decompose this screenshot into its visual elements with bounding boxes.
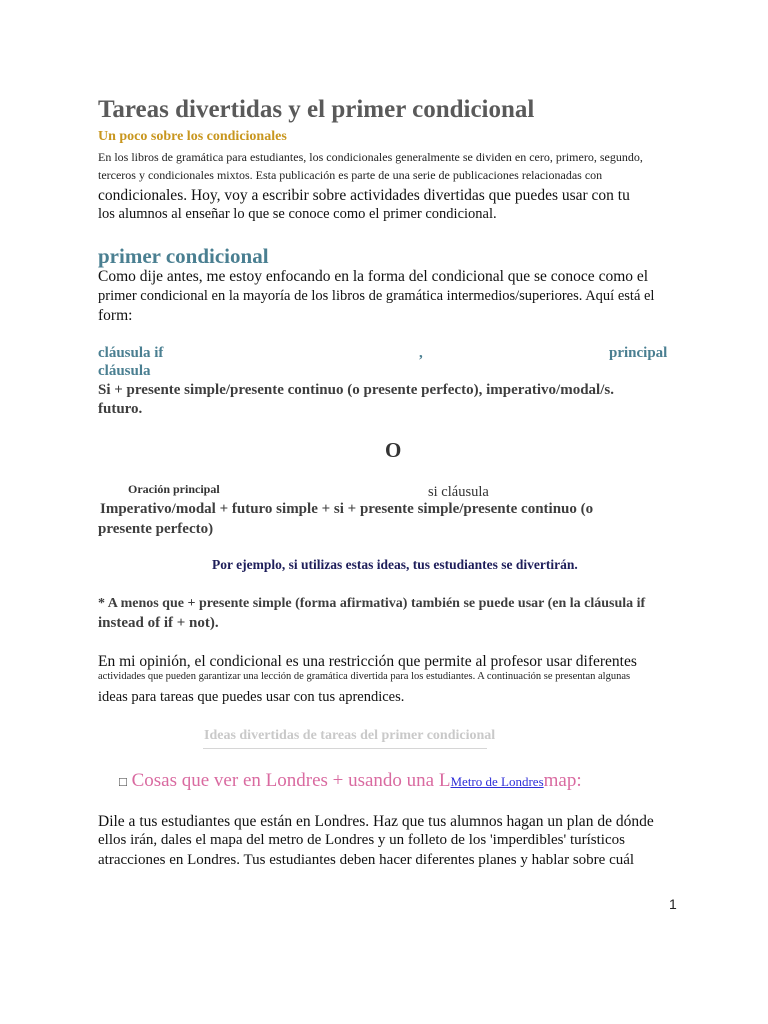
intro-line-4: los alumnos al enseñar lo que se conoce como el primer condicional.: [98, 206, 497, 222]
or-label: O: [385, 438, 402, 462]
page-title: Tareas divertidas y el primer condicional: [98, 96, 535, 123]
si-clause-label: si cláusula: [428, 484, 489, 500]
section-line-1: Como dije antes, me estoy enfocando en la forma del condicional que se conoce como el: [98, 268, 649, 285]
page-number: 1: [669, 896, 677, 912]
unless-line-2: instead of if + not).: [98, 615, 219, 631]
checkbox-bullet-icon: □: [119, 774, 127, 789]
bullet-text: Cosas que ver en Londres + usando una L: [126, 770, 451, 791]
comma-label: ,: [419, 345, 423, 361]
formula-1-line-1: Si + presente simple/presente continuo (o presente perfecto), imperativo/modal/s.: [98, 382, 614, 398]
formula-2-line-2: presente perfecto): [98, 521, 214, 537]
formula-1-line-2: futuro.: [98, 401, 143, 417]
formula-2-line-1: Imperativo/modal + futuro simple + si + presente simple/presente continuo (o: [100, 501, 594, 517]
intro-line-2: terceros y condicionales mixtos. Esta publicación es parte de una serie de publicaciones relacionadas con: [98, 168, 603, 182]
task-line-3: atracciones en Londres. Tus estudiantes deben hacer diferentes planes y hablar sobre cuál: [98, 852, 635, 868]
clause-label: cláusula: [98, 363, 151, 379]
ideas-heading-underline: [203, 748, 487, 749]
opinion-line-1: En mi opinión, el condicional es una restricción que permite al profesor usar diferentes: [98, 653, 637, 670]
section-line-3: form:: [98, 307, 133, 324]
section-line-2: primer condicional en la mayoría de los libros de gramática intermedios/superiores. Aquí está el: [98, 288, 655, 304]
unless-line-1: * A menos que + presente simple (forma afirmativa) también se puede usar (en la cláusula if: [98, 596, 646, 611]
bullet-item: [119, 770, 582, 792]
opinion-line-2: actividades que pueden garantizar una lección de gramática divertida para los estudiantes. A continuación se presentan algunas: [98, 671, 631, 682]
intro-line-3: condicionales. Hoy, voy a escribir sobre actividades divertidas que puedes usar con tu: [98, 187, 630, 204]
example-sentence: Por ejemplo, si utilizas estas ideas, tus estudiantes se divertirán.: [212, 557, 578, 572]
section-heading: primer condicional: [98, 244, 269, 268]
opinion-line-3: ideas para tareas que puedes usar con tus aprendices.: [98, 689, 405, 705]
london-metro-link[interactable]: Metro de Londres: [450, 774, 544, 789]
task-line-1: Dile a tus estudiantes que están en Londres. Haz que tus alumnos hagan un plan de dónde: [98, 813, 654, 830]
task-line-2: ellos irán, dales el mapa del metro de Londres y un folleto de los 'imperdibles' turísticos: [98, 832, 625, 848]
intro-line-1: En los libros de gramática para estudiantes, los condicionales generalmente se dividen en cero, primero, segundo,: [98, 150, 643, 164]
if-clause-label: cláusula if: [98, 345, 164, 361]
bullet-text-end: map:: [543, 770, 582, 791]
ideas-heading: Ideas divertidas de tareas del primer condicional: [204, 728, 496, 743]
main-clause-label: principal: [609, 345, 668, 361]
intro-heading: Un poco sobre los condicionales: [98, 129, 287, 144]
main-sentence-label: Oración principal: [128, 482, 220, 496]
